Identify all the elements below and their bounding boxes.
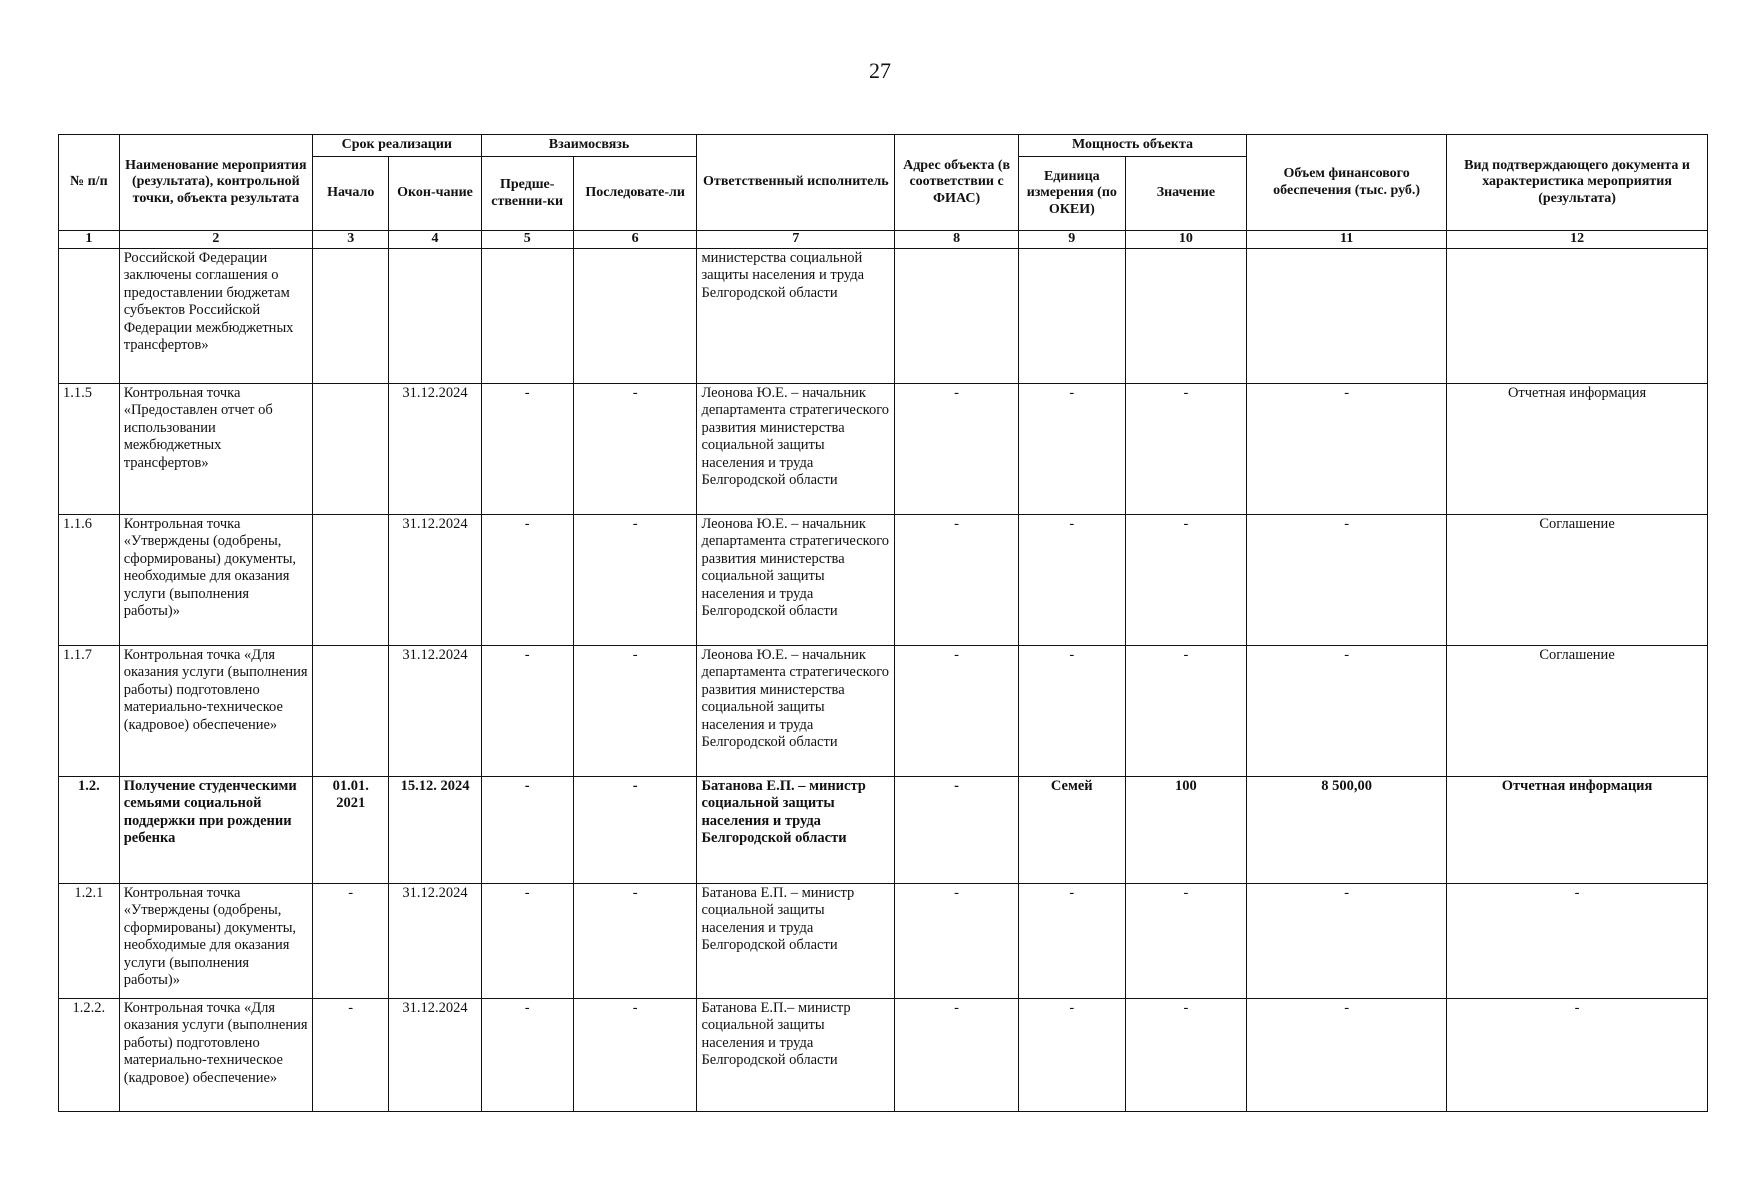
row-num: 1.2.2.	[59, 999, 120, 1112]
row-document: -	[1447, 884, 1708, 999]
row-start	[313, 384, 389, 515]
header-term-group: Срок реализации	[313, 135, 482, 157]
header-name: Наименование мероприятия (результата), контрольной точки, объекта результата	[119, 135, 312, 231]
col-number: 9	[1018, 231, 1125, 249]
col-number: 2	[119, 231, 312, 249]
row-value: 100	[1125, 777, 1246, 884]
col-number: 3	[313, 231, 389, 249]
row-responsible: Батанова Е.П. – министр социальной защиты населения и труда Белгородской области	[697, 884, 895, 999]
row-unit: -	[1018, 999, 1125, 1112]
row-value: -	[1125, 646, 1246, 777]
row-end: 31.12.2024	[389, 384, 481, 515]
table-row	[59, 999, 1708, 1112]
row-num: 1.2.1	[59, 884, 120, 999]
header-capacity-group: Мощность объекта	[1018, 135, 1246, 157]
row-successors: -	[573, 646, 697, 777]
row-finance: -	[1247, 515, 1447, 646]
row-unit: -	[1018, 646, 1125, 777]
header-relation-group: Взаимосвязь	[481, 135, 697, 157]
row-responsible: Леонова Ю.Е. – начальник департамента стратегического развития министерства социальной защиты населения и труда Белгородской области	[697, 646, 895, 777]
row-responsible: министерства социальной защиты населения и труда Белгородской области	[697, 249, 895, 384]
table-row	[59, 384, 1708, 515]
row-successors: -	[573, 384, 697, 515]
row-num: 1.1.7	[59, 646, 120, 777]
col-number: 6	[573, 231, 697, 249]
row-name: Контрольная точка «Для оказания услуги (выполнения работы) подготовлено материально-техническое (кадровое) обеспечение»	[119, 646, 312, 777]
row-name: Контрольная точка «Для оказания услуги (выполнения работы) подготовлено материально-техническое (кадровое) обеспечение»	[119, 999, 312, 1112]
table-row	[59, 249, 1708, 384]
row-unit: -	[1018, 515, 1125, 646]
row-responsible: Батанова Е.П. – министр социальной защиты населения и труда Белгородской области	[697, 777, 895, 884]
row-end: 31.12.2024	[389, 884, 481, 999]
row-end: 31.12.2024	[389, 515, 481, 646]
table-row	[59, 515, 1708, 646]
page-number: 27	[869, 58, 891, 83]
row-address: -	[895, 777, 1019, 884]
table-row	[59, 777, 1708, 884]
header-end: Окон-чание	[389, 157, 481, 231]
header-start: Начало	[313, 157, 389, 231]
row-name: Получение студенческими семьями социальной поддержки при рождении ребенка	[119, 777, 312, 884]
row-finance	[1247, 249, 1447, 384]
header-unit: Единица измерения (по ОКЕИ)	[1018, 157, 1125, 231]
row-unit	[1018, 249, 1125, 384]
row-document: Соглашение	[1447, 646, 1708, 777]
table-header	[59, 135, 1708, 249]
row-num: 1.1.6	[59, 515, 120, 646]
row-start: -	[313, 999, 389, 1112]
row-successors: -	[573, 777, 697, 884]
row-start: -	[313, 884, 389, 999]
header-finance: Объем финансового обеспечения (тыс. руб.)	[1247, 135, 1447, 231]
header-address: Адрес объекта (в соответствии с ФИАС)	[895, 135, 1019, 231]
col-number: 7	[697, 231, 895, 249]
row-value: -	[1125, 384, 1246, 515]
row-finance: 8 500,00	[1247, 777, 1447, 884]
header-predecessors: Предше-ственни-ки	[481, 157, 573, 231]
row-predecessors: -	[481, 777, 573, 884]
row-predecessors: -	[481, 646, 573, 777]
row-predecessors: -	[481, 515, 573, 646]
row-successors	[573, 249, 697, 384]
col-number: 8	[895, 231, 1019, 249]
row-successors: -	[573, 515, 697, 646]
row-value: -	[1125, 884, 1246, 999]
col-number: 12	[1447, 231, 1708, 249]
col-number: 4	[389, 231, 481, 249]
row-address: -	[895, 646, 1019, 777]
table-row	[59, 646, 1708, 777]
row-unit: -	[1018, 384, 1125, 515]
row-start: 01.01. 2021	[313, 777, 389, 884]
row-end: 31.12.2024	[389, 999, 481, 1112]
header-successors: Последовате-ли	[573, 157, 697, 231]
row-document: Отчетная информация	[1447, 384, 1708, 515]
row-end	[389, 249, 481, 384]
header-responsible: Ответственный исполнитель	[697, 135, 895, 231]
row-predecessors	[481, 249, 573, 384]
row-responsible: Леонова Ю.Е. – начальник департамента стратегического развития министерства социальной защиты населения и труда Белгородской области	[697, 384, 895, 515]
row-document: Соглашение	[1447, 515, 1708, 646]
row-address: -	[895, 999, 1019, 1112]
row-address	[895, 249, 1019, 384]
row-document	[1447, 249, 1708, 384]
col-number: 10	[1125, 231, 1246, 249]
row-predecessors: -	[481, 884, 573, 999]
row-finance: -	[1247, 384, 1447, 515]
row-predecessors: -	[481, 999, 573, 1112]
row-num: 1.1.5	[59, 384, 120, 515]
row-name: Контрольная точка «Утверждены (одобрены, сформированы) документы, необходимые для оказания услуги (выполнения работы)»	[119, 515, 312, 646]
row-successors: -	[573, 999, 697, 1112]
row-document: -	[1447, 999, 1708, 1112]
row-address: -	[895, 884, 1019, 999]
row-predecessors: -	[481, 384, 573, 515]
row-num: 1.2.	[59, 777, 120, 884]
row-successors: -	[573, 884, 697, 999]
row-start	[313, 515, 389, 646]
row-address: -	[895, 384, 1019, 515]
row-num	[59, 249, 120, 384]
row-document: Отчетная информация	[1447, 777, 1708, 884]
row-responsible: Леонова Ю.Е. – начальник департамента стратегического развития министерства социальной защиты населения и труда Белгородской области	[697, 515, 895, 646]
row-responsible: Батанова Е.П.– министр социальной защиты населения и труда Белгородской области	[697, 999, 895, 1112]
row-name: Контрольная точка «Предоставлен отчет об использовании межбюджетных трансфертов»	[119, 384, 312, 515]
row-start	[313, 249, 389, 384]
row-name: Российской Федерации заключены соглашения о предоставлении бюджетам субъектов Российской Федерации межбюджетных трансфертов»	[119, 249, 312, 384]
row-finance: -	[1247, 999, 1447, 1112]
row-finance: -	[1247, 646, 1447, 777]
col-number: 5	[481, 231, 573, 249]
col-number: 1	[59, 231, 120, 249]
header-document: Вид подтверждающего документа и характеристика мероприятия (результата)	[1447, 135, 1708, 231]
row-end: 31.12.2024	[389, 646, 481, 777]
col-number: 11	[1247, 231, 1447, 249]
column-number-row	[59, 231, 1708, 249]
header-value: Значение	[1125, 157, 1246, 231]
row-value: -	[1125, 999, 1246, 1112]
row-unit: -	[1018, 884, 1125, 999]
row-address: -	[895, 515, 1019, 646]
row-finance: -	[1247, 884, 1447, 999]
header-num: № п/п	[59, 135, 120, 231]
row-end: 15.12. 2024	[389, 777, 481, 884]
row-value: -	[1125, 515, 1246, 646]
row-value	[1125, 249, 1246, 384]
activities-table	[58, 134, 1708, 1112]
row-start	[313, 646, 389, 777]
row-unit: Семей	[1018, 777, 1125, 884]
row-name: Контрольная точка «Утверждены (одобрены, сформированы) документы, необходимые для оказания услуги (выполнения работы)»	[119, 884, 312, 999]
table-row	[59, 884, 1708, 999]
